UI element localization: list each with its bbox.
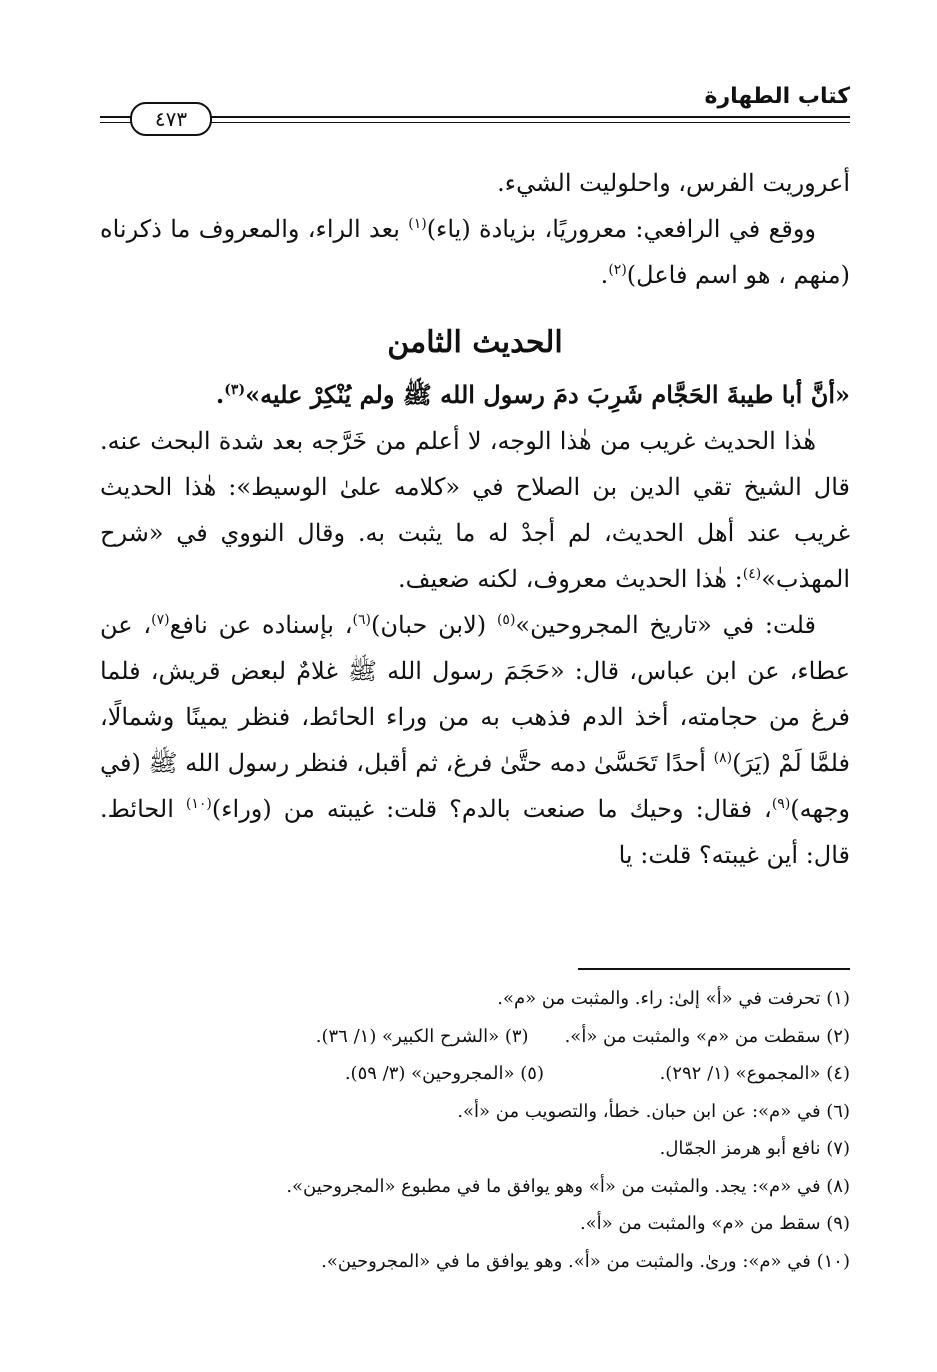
footnote-1: (١) تحرفت في «أ» إلىٰ: راء. والمثبت من «م».	[497, 988, 850, 1009]
footnote-ref-4[interactable]: (٤)	[742, 566, 762, 582]
paragraph-4-text-b: : هٰذا الحديث معروف، لكنه ضعيف.	[398, 565, 743, 593]
paragraph-2	[100, 206, 850, 298]
paragraph-1	[100, 160, 850, 206]
footnote-ref-2[interactable]: (٢)	[608, 262, 627, 278]
footnote-7: (٧) نافع أبو هرمز الجمّال.	[659, 1138, 850, 1159]
footnote-ref-3[interactable]: (٣)	[224, 382, 246, 398]
footnote-ref-7[interactable]: (٧)	[151, 612, 170, 628]
footnote-separator	[578, 968, 850, 970]
paragraph-5-text-c: ، بإسناده عن نافع	[169, 611, 353, 639]
header-rule-top	[100, 116, 850, 118]
footnote-ref-10[interactable]: (١٠)	[185, 796, 212, 812]
paragraph-1-text: أعروريت الفرس، واحلوليت الشيء.	[497, 169, 850, 197]
footnote-2: (٢) سقطت من «م» والمثبت من «أ».	[564, 1025, 850, 1047]
paragraph-5-text-e: أحدًا تَحَسَّىٰ دمه حتَّىٰ فرغ، ثم أقبل، فنظر رسول الله ﷺ (في وجهه)	[100, 749, 850, 823]
paragraph-5-text-b: (لابن حبان)	[370, 611, 497, 639]
hadith-text	[100, 372, 850, 418]
footnote-5: (٥) «المجروحين» (٣/ ٥٩).	[344, 1063, 544, 1084]
footnote-ref-1[interactable]: (١)	[408, 216, 427, 232]
paragraph-5-text-a: قلت: في «تاريخ المجروحين»	[515, 611, 817, 639]
footnote-ref-6[interactable]: (٦)	[352, 612, 371, 628]
running-header	[100, 84, 850, 130]
footnotes	[100, 980, 850, 1280]
footnote-4: (٤) «المجموع» (١/ ٢٩٢).	[659, 1063, 850, 1084]
header-title: كتاب الطهارة	[704, 84, 850, 109]
header-rule-bottom	[100, 122, 850, 123]
footnote-6: (٦) في «م»: عن ابن حبان. خطأ، والتصويب من «أ».	[457, 1100, 850, 1122]
footnote-10: (١٠) في «م»: ورىٰ. والمثبت من «أ». وهو يوافق ما في «المجروحين».	[321, 1250, 850, 1272]
paragraph-4	[100, 418, 850, 602]
paragraph-5-text-g: الحائط. قال: أين غيبته؟ قلت: يا	[100, 795, 850, 869]
footnote-8: (٨) في «م»: يجد. والمثبت من «أ» وهو يوافق ما في مطبوع «المجروحين».	[286, 1175, 850, 1197]
footnote-9: (٩) سقط من «م» والمثبت من «أ».	[579, 1213, 850, 1234]
paragraph-2-text-c: .	[600, 261, 609, 289]
main-text	[100, 160, 850, 878]
hadith-quote: «أنَّ أبا طيبةَ الحَجَّام شَرِبَ دمَ رسول الله ﷺ ولم يُنْكِرْ عليه»	[245, 380, 850, 409]
hadith-end: .	[215, 380, 225, 409]
footnote-ref-9[interactable]: (٩)	[771, 796, 791, 812]
paragraph-5-text-d: ، عن عطاء، عن ابن عباس، قال: «حَجَمَ رسول الله ﷺ غلامٌ لبعض قريش، فلما فرغ من حجامته، أخذ الدم فذهب به من وراء الحائط، فنظر يمينًا وشمالًا، فلمَّا لَمْ (يَرَ)	[100, 611, 851, 777]
paragraph-5	[100, 602, 850, 878]
footnote-ref-8[interactable]: (٨)	[713, 750, 733, 766]
paragraph-5-text-f: ، فقال: وحيك ما صنعت بالدم؟ قلت: غيبته من (وراء)	[211, 795, 772, 823]
footnote-row-4-5	[100, 1055, 850, 1093]
paragraph-4-text-a: هٰذا الحديث غريب من هٰذا الوجه، لا أعلم من خَرَّجه بعد شدة البحث عنه. قال الشيخ تقي الدين بن الصلاح في «كلامه علىٰ الوسيط»: هٰذا الحديث غريب عند أهل الحديث، لم أجدْ له ما يثبت به. وقال النووي في «شرح المهذب»	[100, 427, 850, 593]
footnote-3: (٣) «الشرح الكبير» (١/ ٣٦).	[315, 1025, 529, 1047]
paragraph-2-text-a: ووقع في الرافعي: معروريًا، بزيادة (ياء)	[426, 215, 816, 243]
section-heading: الحديث الثامن	[387, 325, 563, 360]
footnote-ref-5[interactable]: (٥)	[496, 612, 516, 628]
page-number: ٤٧٣	[130, 102, 212, 136]
paragraph-2-text-b: بعد الراء، والمعروف ما ذكرناه (منهم ، هو اسم فاعل)	[100, 215, 850, 289]
footnote-row-2-3	[100, 1018, 850, 1056]
